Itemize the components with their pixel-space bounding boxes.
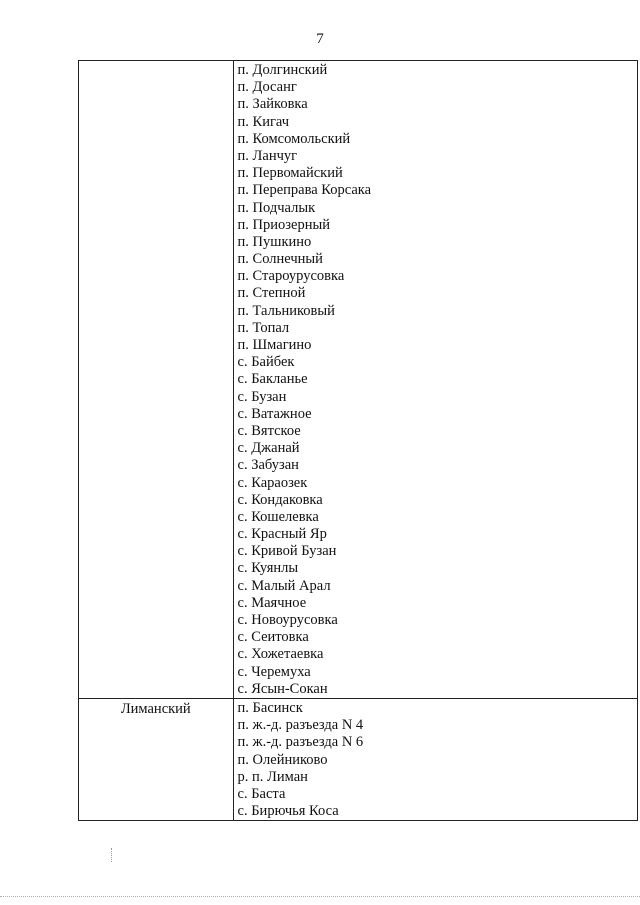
settlement-item: с. Новоурусовка [237,612,338,628]
settlement-item: п. Переправа Корсака [237,182,372,199]
settlement-item: с. Вятское [237,422,301,439]
page-bottom-rule [0,896,640,897]
settlement-item: с. Ясын-Сокан [237,680,328,697]
settlement-item: п. Пушкино [237,233,312,250]
settlement-item: р. п. Лиман [237,768,308,785]
settlement-item: п. Подчалык [237,199,316,216]
settlement-item: с. Бирючья Коса [237,803,339,820]
district-cell [79,698,234,820]
settlement-list [234,699,637,820]
settlement-item: п. Зайковка [237,96,308,113]
settlement-item: с. Байбек [237,354,295,371]
district-name [79,61,233,63]
settlement-item: с. Куянлы [237,560,299,577]
settlement-item: п. Басинск [237,699,303,716]
settlements-table [78,60,638,821]
settlement-item: с. Черемуха [237,663,311,680]
table-body [79,61,638,821]
settlement-item: с. Кривой Бузан [237,543,337,560]
margin-mark [111,848,113,862]
settlement-item: п. Комсомольский [237,130,351,147]
settlement-item: с. Бузан [237,388,287,405]
settlement-item: п. Ланчуг [237,147,298,164]
page-number: 7 [316,31,324,47]
settlement-item: п. Староурусовка [237,268,345,285]
settlement-item: п. Кигач [237,113,290,130]
settlements-cell [233,61,637,699]
settlement-item: п. Шмагино [237,337,312,353]
settlement-item: с. Джанай [237,440,300,457]
settlement-item: с. Забузан [237,457,299,474]
settlements-cell [233,698,637,820]
district-cell [79,61,234,699]
settlement-item: п. Приозерный [237,216,330,233]
settlement-item: с. Красный Яр [237,526,327,543]
settlement-item: с. Маячное [237,594,307,611]
settlement-item: п. Тальниковый [237,302,335,319]
district-name: Лиманский [120,700,191,717]
settlement-item: с. Кошелевка [237,508,319,525]
settlement-item: п. ж.-д. разъезда N 4 [237,717,364,734]
settlement-item: с. Ватажное [237,405,312,422]
settlement-item: с. Бакланье [237,371,308,388]
settlement-item: с. Баста [237,785,286,802]
settlement-item: п. Степной [237,285,306,302]
settlement-item: п. Досанг [237,79,297,96]
settlement-item: с. Кондаковка [237,491,323,508]
settlement-item: п. Топал [237,319,290,336]
settlement-item: п. Долгинский [237,62,328,78]
settlement-item: п. Солнечный [237,251,323,268]
settlement-item: п. Первомайский [237,165,343,182]
settlement-item: п. Олейниково [237,751,328,768]
table-row [79,698,638,820]
settlement-item: с. Сеитовка [237,629,309,646]
settlement-item: п. ж.-д. разъезда N 6 [237,734,364,751]
settlement-item: с. Караозек [237,474,308,491]
table-row [79,61,638,699]
settlement-item: с. Малый Арал [237,577,331,594]
settlement-item: с. Хожетаевка [237,646,324,663]
settlement-list [234,61,637,698]
